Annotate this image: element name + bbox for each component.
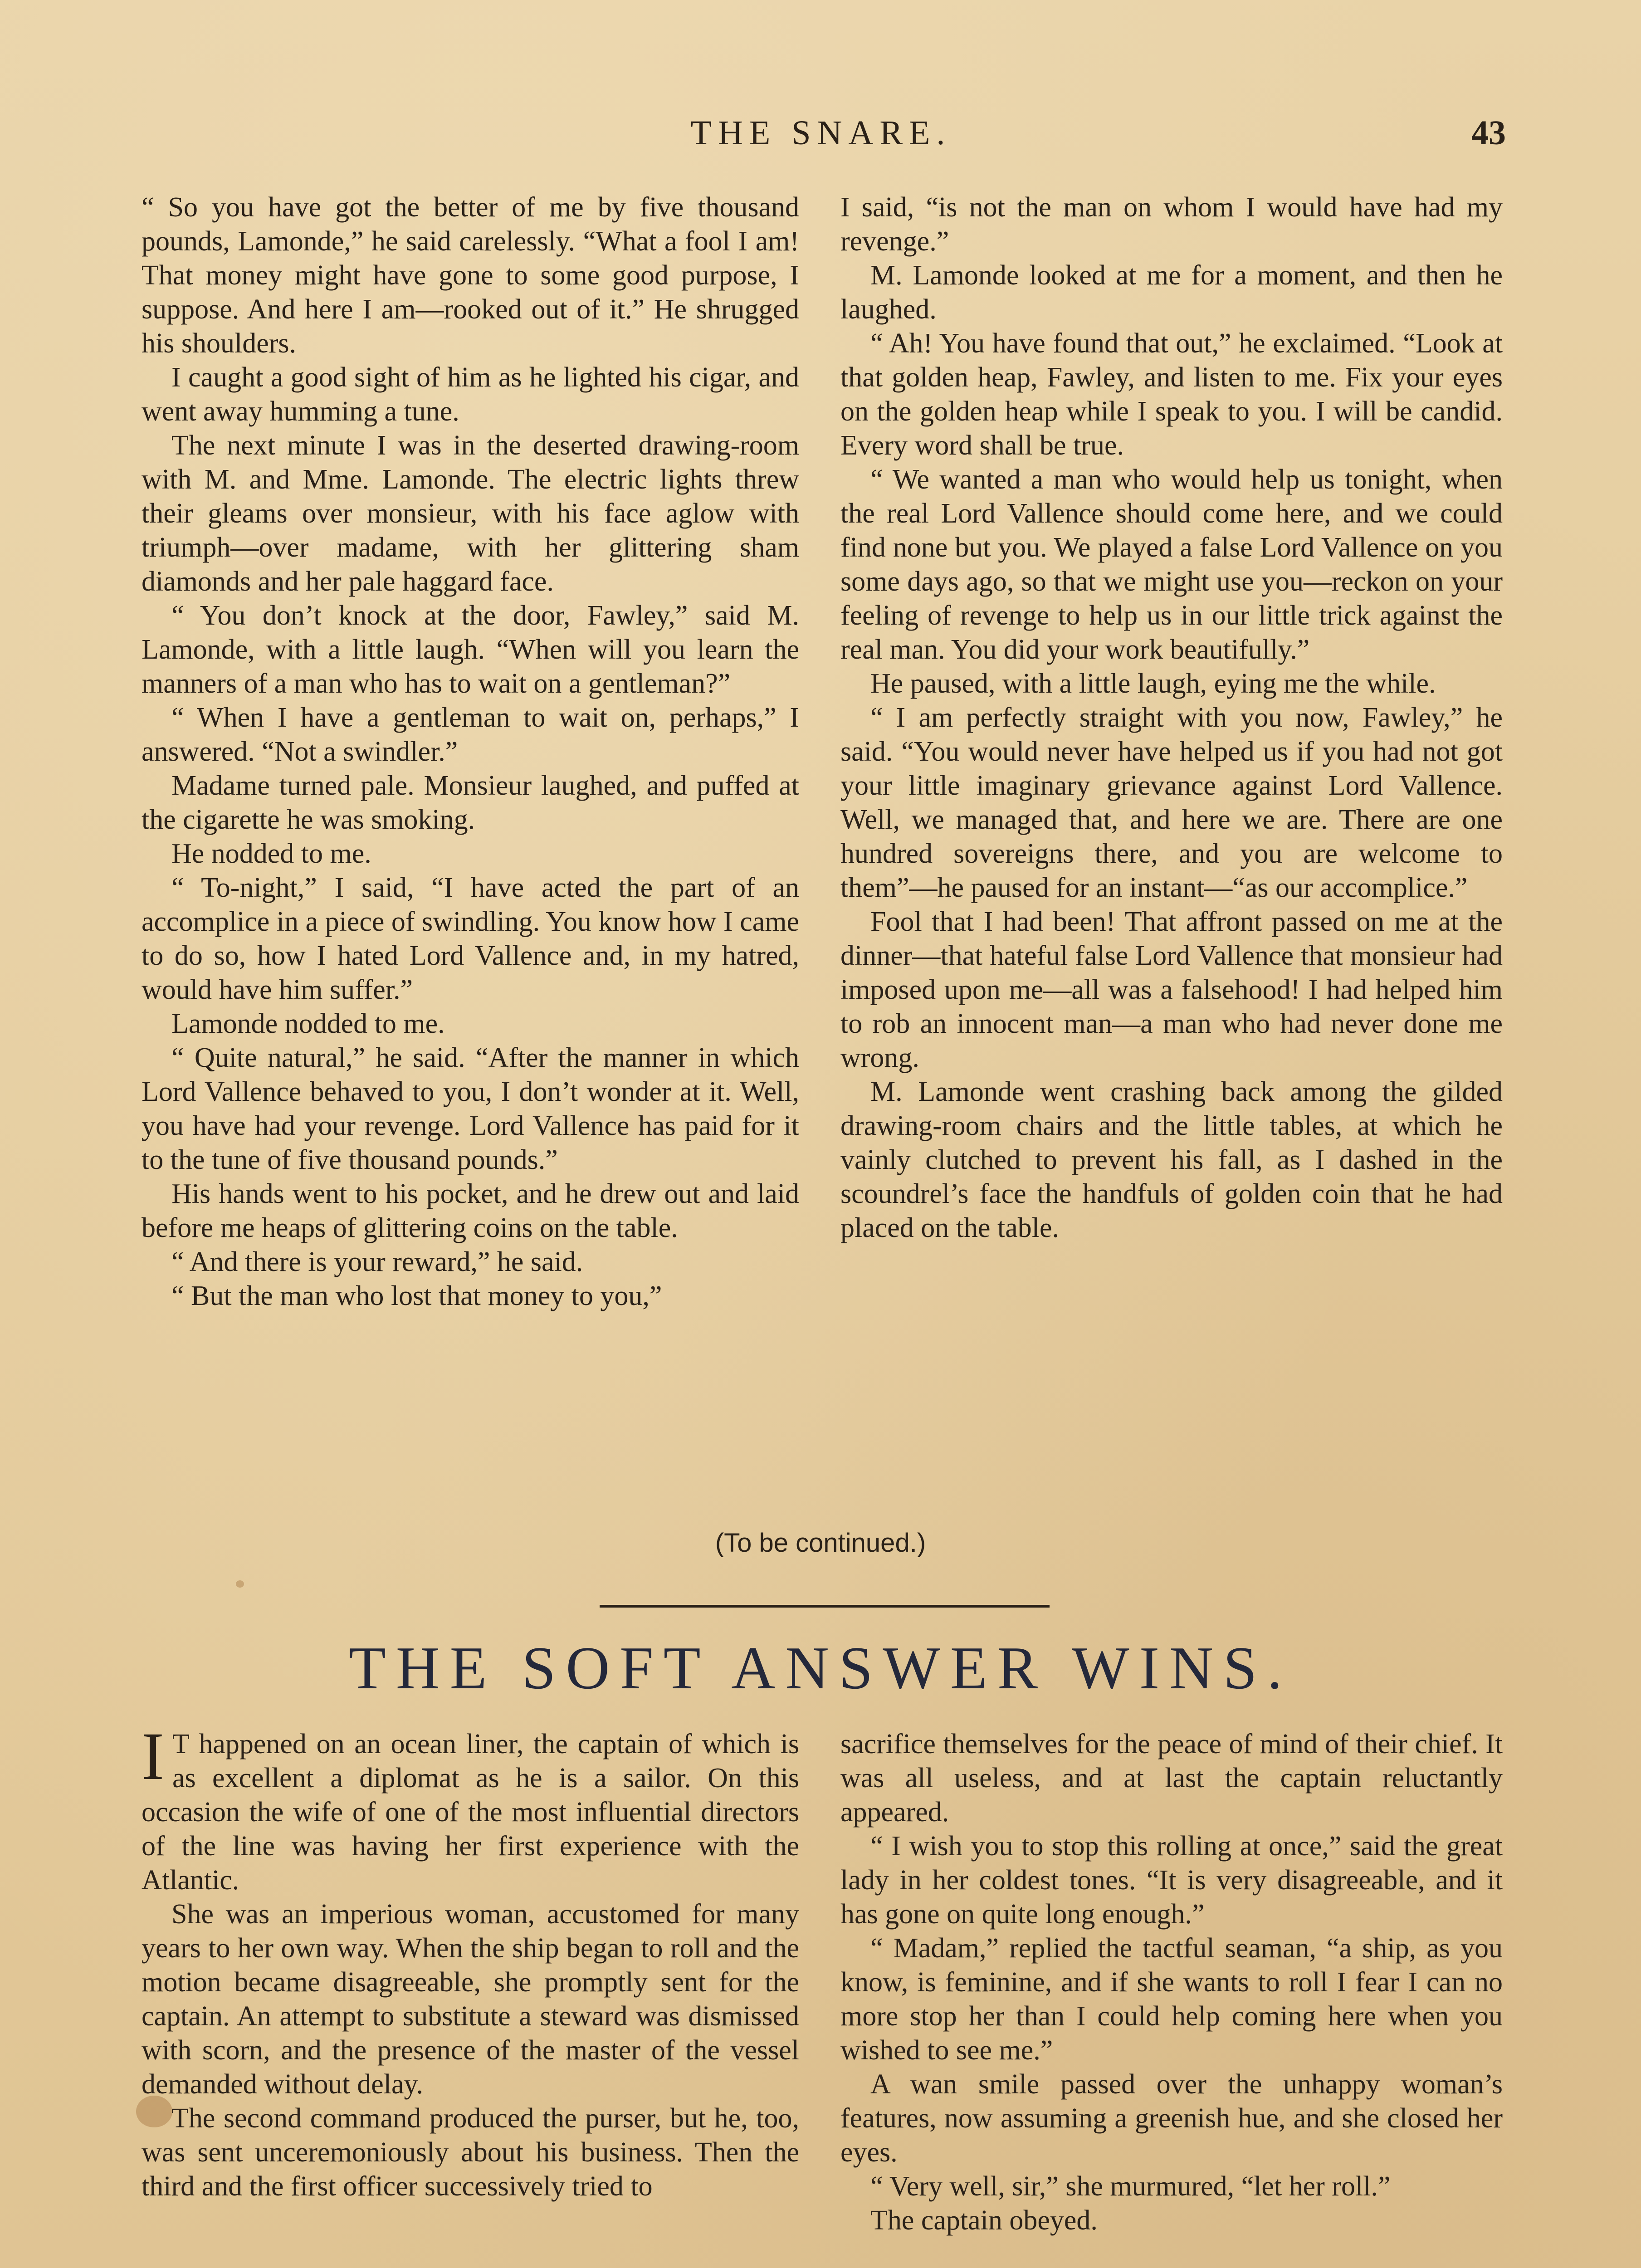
paragraph: “ When I have a gentleman to wait on, perhaps,” I answered. “Not a swindler.” <box>142 702 799 767</box>
paragraph: “ But the man who lost that money to you,” <box>171 1281 662 1311</box>
paragraph: The captain obeyed. <box>870 2205 1098 2236</box>
article-right-column <box>840 1727 1503 2238</box>
paragraph: He paused, with a little laugh, eying me the while. <box>870 668 1436 699</box>
paragraph: “ Quite natural,” he said. “After the manner in which Lord Vallence behaved to you, I don’t wonder at it. Well, you have had your revenge. Lord Vallence has paid for it to the tune of five thousand pounds.” <box>142 1042 799 1175</box>
paragraph: “ You don’t knock at the door, Fawley,” said M. Lamonde, with a little laugh. “When will you learn the manners of a man who has to wait on a gentleman?” <box>142 600 799 699</box>
paragraph: “ So you have got the better of me by five thousand pounds, Lamonde,” he said carelessly. “What a fool I am! That money might have gone to some good purpose, I suppose. And here I am—rooked out of it.” He shrugged his shoulders. <box>142 192 799 359</box>
paragraph: “ Ah! You have found that out,” he exclaimed. “Look at that golden heap, Fawley, and listen to me. Fix your eyes on the golden heap while I speak to you. I will be candid. Every word shall be true. <box>840 328 1503 461</box>
paragraph: He nodded to me. <box>171 838 371 869</box>
paragraph: She was an imperious woman, accustomed for many years to her own way. When the ship began to roll and the motion became disagreeable, she promptly sent for the captain. An attempt to substitute a steward was dismissed with scorn, and the presence of the master of the vessel demanded without delay. <box>142 1899 799 2100</box>
paragraph: “ To-night,” I said, “I have acted the part of an accomplice in a piece of swindling. You know how I came to do so, how I hated Lord Vallence and, in my hatred, would have him suffer.” <box>142 872 799 1005</box>
story-left-column <box>142 191 799 1313</box>
paragraph: Fool that I had been! That affront passed on me at the dinner—that hateful false Lord Vallence that monsieur had imposed upon me—all was a falsehood! I had helped him to rob an innocent man—a man who had never done me wrong. <box>840 906 1503 1073</box>
drop-cap: I <box>142 1719 164 1794</box>
section-divider-rule <box>600 1605 1050 1608</box>
page-number: 43 <box>1471 114 1506 152</box>
story-right-column <box>840 191 1503 1245</box>
article-left-column <box>142 1719 799 2204</box>
paragraph: M. Lamonde went crashing back among the gilded drawing-room chairs and the little tables, at which he vainly clutched to prevent his fall, as I dashed in the scoundrel’s face the handfuls of golden coin that he had placed on the table. <box>840 1076 1503 1243</box>
article-title: THE SOFT ANSWER WINS. <box>348 1634 1293 1701</box>
paragraph: Madame turned pale. Monsieur laughed, and puffed at the cigarette he was smoking. <box>142 770 799 835</box>
paragraph: sacrifice themselves for the peace of mind of their chief. It was all useless, and at last the captain reluctantly appeared. <box>840 1729 1503 1828</box>
paragraph: “ I wish you to stop this rolling at once,” said the great lady in her coldest tones. “It is very disagreeable, and it has gone on quite long enough.” <box>840 1831 1503 1930</box>
paragraph: I caught a good sight of him as he lighted his cigar, and went away humming a tune. <box>142 362 799 427</box>
paragraph: “ We wanted a man who would help us tonight, when the real Lord Vallence should come here, and we could find none but you. We played a false Lord Vallence on you some days ago, so that we might use you—reckon on your feeling of revenge to help us in our little trick against the real man. You did your work beautifully.” <box>840 464 1503 665</box>
paragraph <box>142 1719 799 1897</box>
paragraph: The second command produced the purser, but he, too, was sent unceremoniously about his business. Then the third and the first officer successively tried to <box>142 2103 799 2202</box>
paragraph: “ Very well, sir,” she murmured, “let her roll.” <box>870 2171 1391 2202</box>
running-head <box>136 113 1506 163</box>
paragraph: M. Lamonde looked at me for a moment, and then he laughed. <box>840 260 1503 325</box>
paragraph: I said, “is not the man on whom I would have had my revenge.” <box>840 192 1503 257</box>
paragraph: “ Madam,” replied the tactful seaman, “a ship, as you know, is feminine, and if she wants to roll I fear I can no more stop her than I could help coming here when you wished to see me.” <box>840 1933 1503 2066</box>
paragraph: A wan smile passed over the unhappy woman’s features, now assuming a greenish hue, and she closed her eyes. <box>840 2069 1503 2168</box>
paragraph: His hands went to his pocket, and he drew out and laid before me heaps of glittering coins on the table. <box>142 1178 799 1243</box>
paragraph: “ I am perfectly straight with you now, Fawley,” he said. “You would never have helped us if you had not got your little imaginary grievance against Lord Vallence. Well, we managed that, and here we are. There are one hundred sovereigns there, and you are welcome to them”—he paused for an instant—“as our accomplice.” <box>840 702 1503 903</box>
running-title: THE SNARE. <box>690 114 952 152</box>
paragraph: “ And there is your reward,” he said. <box>171 1246 583 1277</box>
paper-stain <box>136 2096 172 2127</box>
paragraph: Lamonde nodded to me. <box>171 1008 445 1039</box>
paper-stain <box>236 1580 244 1588</box>
paragraph: The next minute I was in the deserted drawing-room with M. and Mme. Lamonde. The electric lights threw their gleams over monsieur, with his face aglow with triumph—over madame, with her glittering sham diamonds and her pale haggard face. <box>142 430 799 597</box>
to-be-continued-note: (To be continued.) <box>715 1528 926 1558</box>
paragraph-text: T happened on an ocean liner, the captain of which is as excellent a diplomat as he is a sailor. On this occasion the wife of one of the most influential directors of the line was having her first experience with the Atlantic. <box>142 1729 799 1896</box>
